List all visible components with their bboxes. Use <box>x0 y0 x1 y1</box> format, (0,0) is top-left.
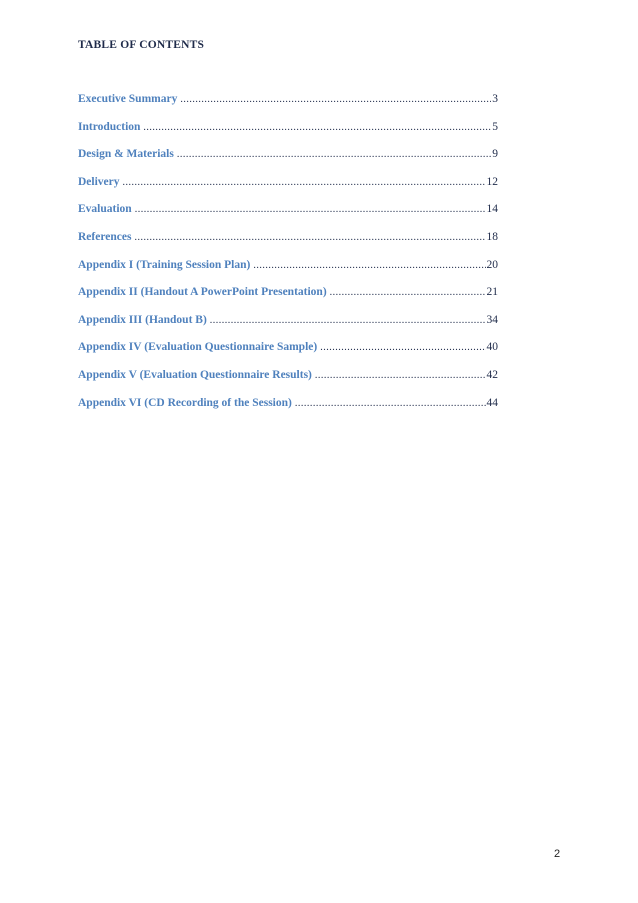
toc-entry-references[interactable] <box>78 231 498 259</box>
toc-entry-design-materials[interactable] <box>78 148 498 176</box>
toc-dot-leader <box>143 122 491 133</box>
toc-dot-leader <box>330 287 486 298</box>
toc-entry-title[interactable]: Design & Materials <box>78 148 174 161</box>
toc-entry-introduction[interactable] <box>78 121 498 149</box>
toc-dot-leader <box>135 204 486 215</box>
toc-entry-title[interactable]: Executive Summary <box>78 93 178 105</box>
toc-entry-title[interactable]: References <box>78 230 132 243</box>
toc-entry-title[interactable]: Delivery <box>78 175 120 188</box>
toc-dot-leader <box>295 398 486 409</box>
toc-entry-page[interactable]: 44 <box>486 396 498 409</box>
toc-entry-page[interactable]: 18 <box>486 230 498 243</box>
toc-entry-title[interactable]: Evaluation <box>78 203 132 216</box>
toc-entry-executive-summary[interactable] <box>78 93 498 121</box>
toc-entry-appendix-v[interactable] <box>78 369 498 397</box>
toc-entry-title[interactable]: Appendix I (Training Session Plan) <box>78 258 251 271</box>
toc-dot-leader <box>320 342 485 353</box>
toc-entry-appendix-ii[interactable] <box>78 286 498 314</box>
toc-entry-page[interactable]: 9 <box>492 148 498 161</box>
toc-dot-leader <box>253 260 485 271</box>
toc-entry-title[interactable]: Introduction <box>78 120 141 133</box>
toc-entry-page[interactable]: 40 <box>486 341 498 354</box>
toc-dot-leader <box>180 94 491 105</box>
toc-entry-page[interactable]: 42 <box>486 368 498 381</box>
toc-list <box>78 93 498 424</box>
toc-dot-leader <box>123 177 486 188</box>
toc-entry-title[interactable]: Appendix V (Evaluation Questionnaire Results) <box>78 368 312 381</box>
toc-entry-appendix-iv[interactable] <box>78 341 498 369</box>
toc-entry-page[interactable]: 20 <box>486 258 498 271</box>
toc-heading: TABLE OF CONTENTS <box>78 39 205 51</box>
toc-dot-leader <box>177 149 491 160</box>
toc-dot-leader <box>134 232 485 243</box>
toc-entry-page[interactable]: 12 <box>486 175 498 188</box>
toc-entry-page[interactable]: 3 <box>492 93 498 105</box>
toc-entry-page[interactable]: 14 <box>486 203 498 216</box>
toc-entry-page[interactable]: 5 <box>492 120 498 133</box>
toc-entry-title[interactable]: Appendix IV (Evaluation Questionnaire Sample) <box>78 341 318 354</box>
page-number: 2 <box>554 848 561 860</box>
toc-entry-page[interactable]: 34 <box>486 313 498 326</box>
toc-dot-leader <box>315 370 486 381</box>
toc-entry-page[interactable]: 21 <box>486 286 498 299</box>
toc-entry-title[interactable]: Appendix II (Handout A PowerPoint Presentation) <box>78 286 327 299</box>
toc-dot-leader <box>210 315 486 326</box>
toc-entry-appendix-vi[interactable] <box>78 397 498 425</box>
toc-entry-title[interactable]: Appendix VI (CD Recording of the Session) <box>78 396 292 409</box>
toc-entry-delivery[interactable] <box>78 176 498 204</box>
toc-entry-evaluation[interactable] <box>78 203 498 231</box>
toc-entry-appendix-iii[interactable] <box>78 314 498 342</box>
toc-entry-title[interactable]: Appendix III (Handout B) <box>78 313 207 326</box>
toc-entry-appendix-i[interactable] <box>78 259 498 287</box>
